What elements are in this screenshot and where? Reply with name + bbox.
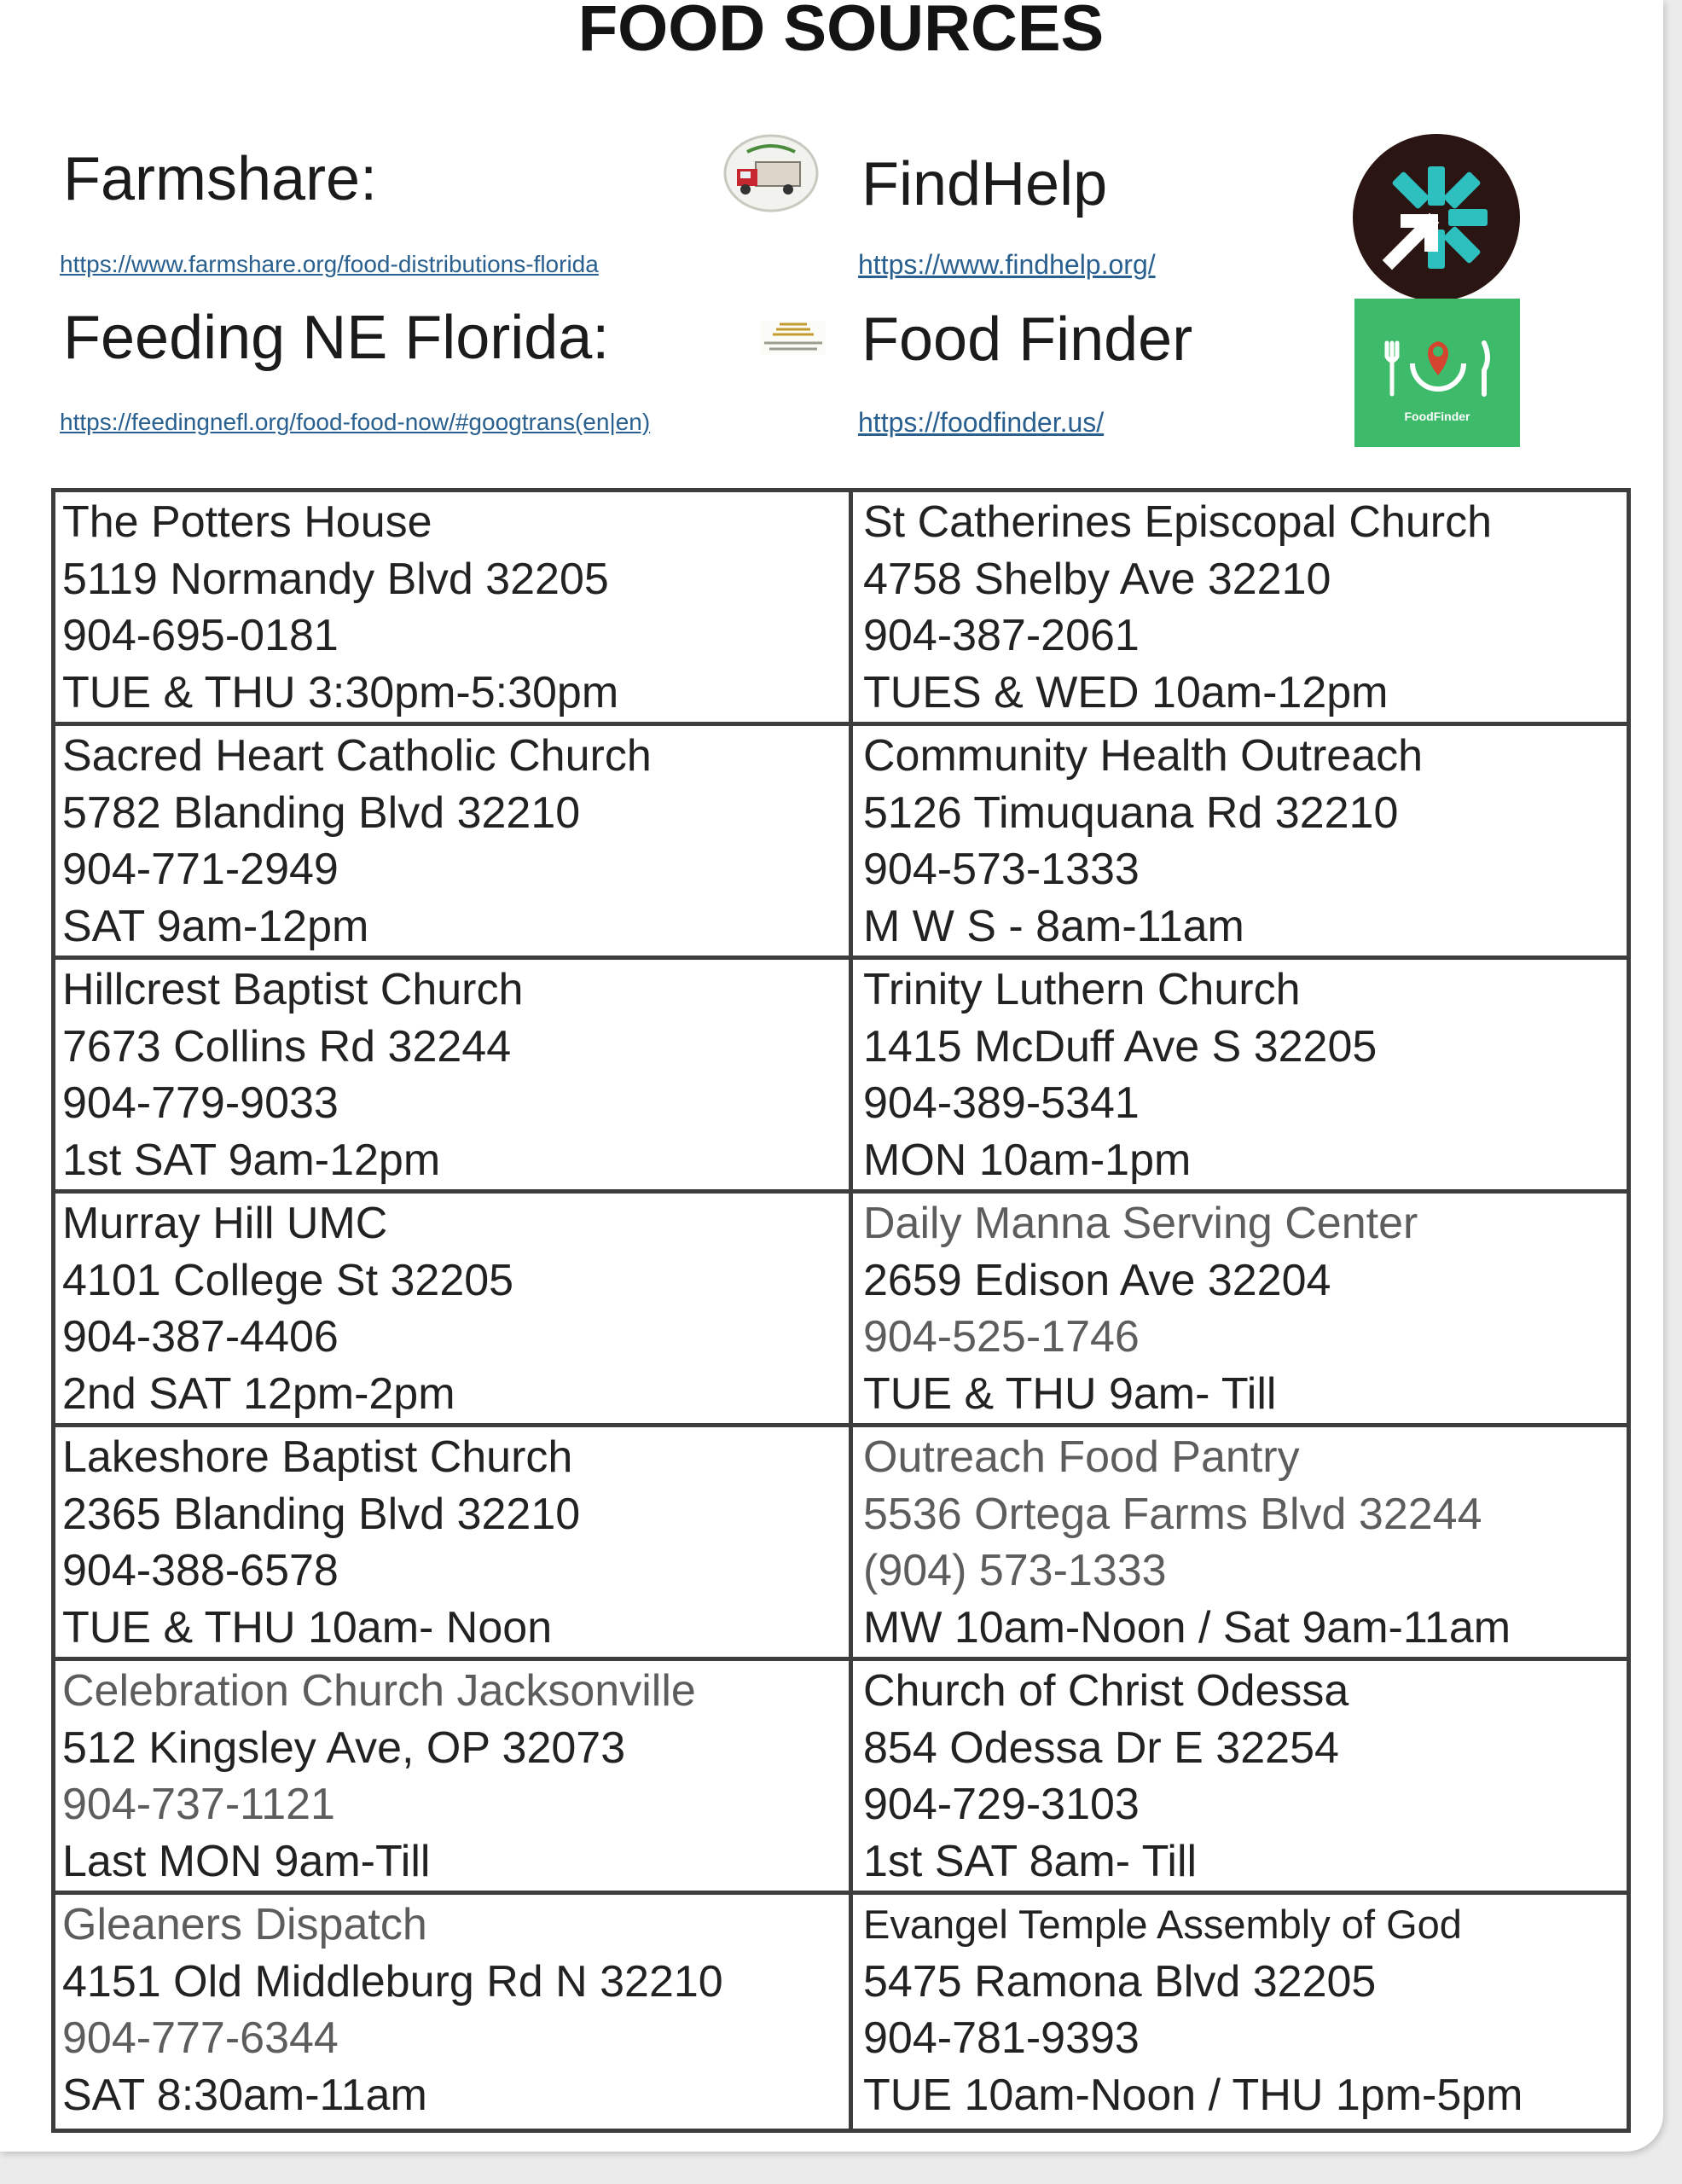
location-phone: 904-729-3103 [863, 1780, 1140, 1829]
food-finder-title: Food Finder [861, 305, 1193, 374]
location-hours: SAT 8:30am-11am [62, 2070, 427, 2120]
findhelp-link[interactable]: https://www.findhelp.org/ [858, 249, 1156, 280]
location-name: Lakeshore Baptist Church [62, 1432, 573, 1482]
location-cell [853, 1427, 1627, 1661]
location-cell [853, 960, 1627, 1194]
location-hours: TUE & THU 10am- Noon [62, 1602, 553, 1653]
location-address: 5782 Blanding Blvd 32210 [62, 787, 581, 838]
location-address: 4101 College St 32205 [62, 1255, 514, 1305]
location-name: Daily Manna Serving Center [863, 1199, 1418, 1248]
location-hours: TUE 10am-Noon / THU 1pm-5pm [863, 2070, 1523, 2120]
farmshare-truck-icon [722, 133, 821, 213]
food-finder-logo [1354, 299, 1520, 447]
location-name: Sacred Heart Catholic Church [62, 731, 652, 781]
location-phone: 904-781-9393 [863, 2013, 1140, 2063]
location-name: Community Health Outreach [863, 731, 1424, 781]
location-phone: 904-388-6578 [62, 1546, 339, 1595]
findhelp-logo-icon [1351, 132, 1522, 303]
location-cell [853, 1194, 1627, 1427]
location-name: Evangel Temple Assembly of God [863, 1902, 1462, 1947]
feeding-ne-florida-title: Feeding NE Florida: [63, 304, 610, 372]
location-hours: TUE & THU 3:30pm-5:30pm [62, 667, 619, 717]
food-finder-logo-text: FoodFinder [1404, 410, 1470, 423]
location-name: Murray Hill UMC [62, 1199, 388, 1248]
location-hours: TUES & WED 10am-12pm [863, 667, 1389, 717]
location-address: 512 Kingsley Ave, OP 32073 [62, 1722, 626, 1773]
locations-table [51, 488, 1631, 2133]
location-hours: 1st SAT 8am- Till [863, 1836, 1198, 1886]
location-name: Celebration Church Jacksonville [62, 1666, 696, 1716]
location-hours: 2nd SAT 12pm-2pm [62, 1368, 455, 1419]
location-cell [55, 1194, 853, 1427]
location-cell [55, 1895, 853, 2129]
location-cell [55, 1661, 853, 1895]
location-phone: 904-389-5341 [863, 1078, 1140, 1128]
location-name: St Catherines Episcopal Church [863, 497, 1493, 547]
location-cell [55, 960, 853, 1194]
plate-utensils-icon [1354, 299, 1520, 418]
location-address: 854 Odessa Dr E 32254 [863, 1722, 1339, 1773]
location-address: 5119 Normandy Blvd 32205 [62, 554, 609, 604]
location-phone: 904-387-2061 [863, 611, 1140, 660]
location-name: Gleaners Dispatch [62, 1900, 427, 1949]
location-address: 5475 Ramona Blvd 32205 [863, 1956, 1377, 2007]
food-finder-link[interactable]: https://foodfinder.us/ [858, 407, 1105, 438]
feeding-ne-florida-link[interactable]: https://feedingnefl.org/food-food-now/#googtrans(en|en) [60, 409, 651, 435]
location-phone: 904-387-4406 [62, 1312, 339, 1362]
location-address: 2659 Edison Ave 32204 [863, 1255, 1331, 1305]
location-hours: TUE & THU 9am- Till [863, 1368, 1277, 1419]
location-hours: 1st SAT 9am-12pm [62, 1135, 441, 1185]
location-hours: M W S - 8am-11am [863, 901, 1244, 951]
location-phone: 904-771-2949 [62, 845, 339, 894]
location-cell [853, 1895, 1627, 2129]
location-name: Church of Christ Odessa [863, 1666, 1349, 1716]
findhelp-title: FindHelp [861, 150, 1108, 218]
farmshare-title: Farmshare: [63, 145, 378, 213]
location-hours: MW 10am-Noon / Sat 9am-11am [863, 1602, 1511, 1653]
location-address: 7673 Collins Rd 32244 [62, 1021, 512, 1072]
location-cell [55, 726, 853, 960]
location-cell [55, 1427, 853, 1661]
location-cell [853, 726, 1627, 960]
location-phone: 904-777-6344 [62, 2013, 339, 2063]
location-name: Outreach Food Pantry [863, 1432, 1300, 1482]
page-title: FOOD SOURCES [577, 0, 1105, 65]
location-phone: (904) 573-1333 [863, 1546, 1167, 1595]
location-phone: 904-779-9033 [62, 1078, 339, 1128]
location-phone: 904-695-0181 [62, 611, 339, 660]
location-hours: Last MON 9am-Till [62, 1836, 431, 1886]
location-hours: SAT 9am-12pm [62, 901, 369, 951]
location-phone: 904-525-1746 [863, 1312, 1140, 1362]
location-name: Trinity Luthern Church [863, 965, 1301, 1014]
location-address: 5126 Timuquana Rd 32210 [863, 787, 1399, 838]
location-cell [853, 492, 1627, 726]
location-name: The Potters House [62, 497, 432, 547]
location-phone: 904-737-1121 [62, 1780, 335, 1829]
location-address: 4758 Shelby Ave 32210 [863, 554, 1331, 604]
location-hours: MON 10am-1pm [863, 1135, 1192, 1185]
location-phone: 904-573-1333 [863, 845, 1140, 894]
feeding-ne-florida-logo-icon [756, 317, 831, 358]
location-cell [853, 1661, 1627, 1895]
location-name: Hillcrest Baptist Church [62, 965, 524, 1014]
location-address: 2365 Blanding Blvd 32210 [62, 1489, 581, 1539]
location-address: 4151 Old Middleburg Rd N 32210 [62, 1956, 723, 2007]
location-address: 5536 Ortega Farms Blvd 32244 [863, 1489, 1482, 1539]
location-address: 1415 McDuff Ave S 32205 [863, 1021, 1378, 1072]
farmshare-link[interactable]: https://www.farmshare.org/food-distributions-florida [60, 251, 599, 277]
location-cell [55, 492, 853, 726]
